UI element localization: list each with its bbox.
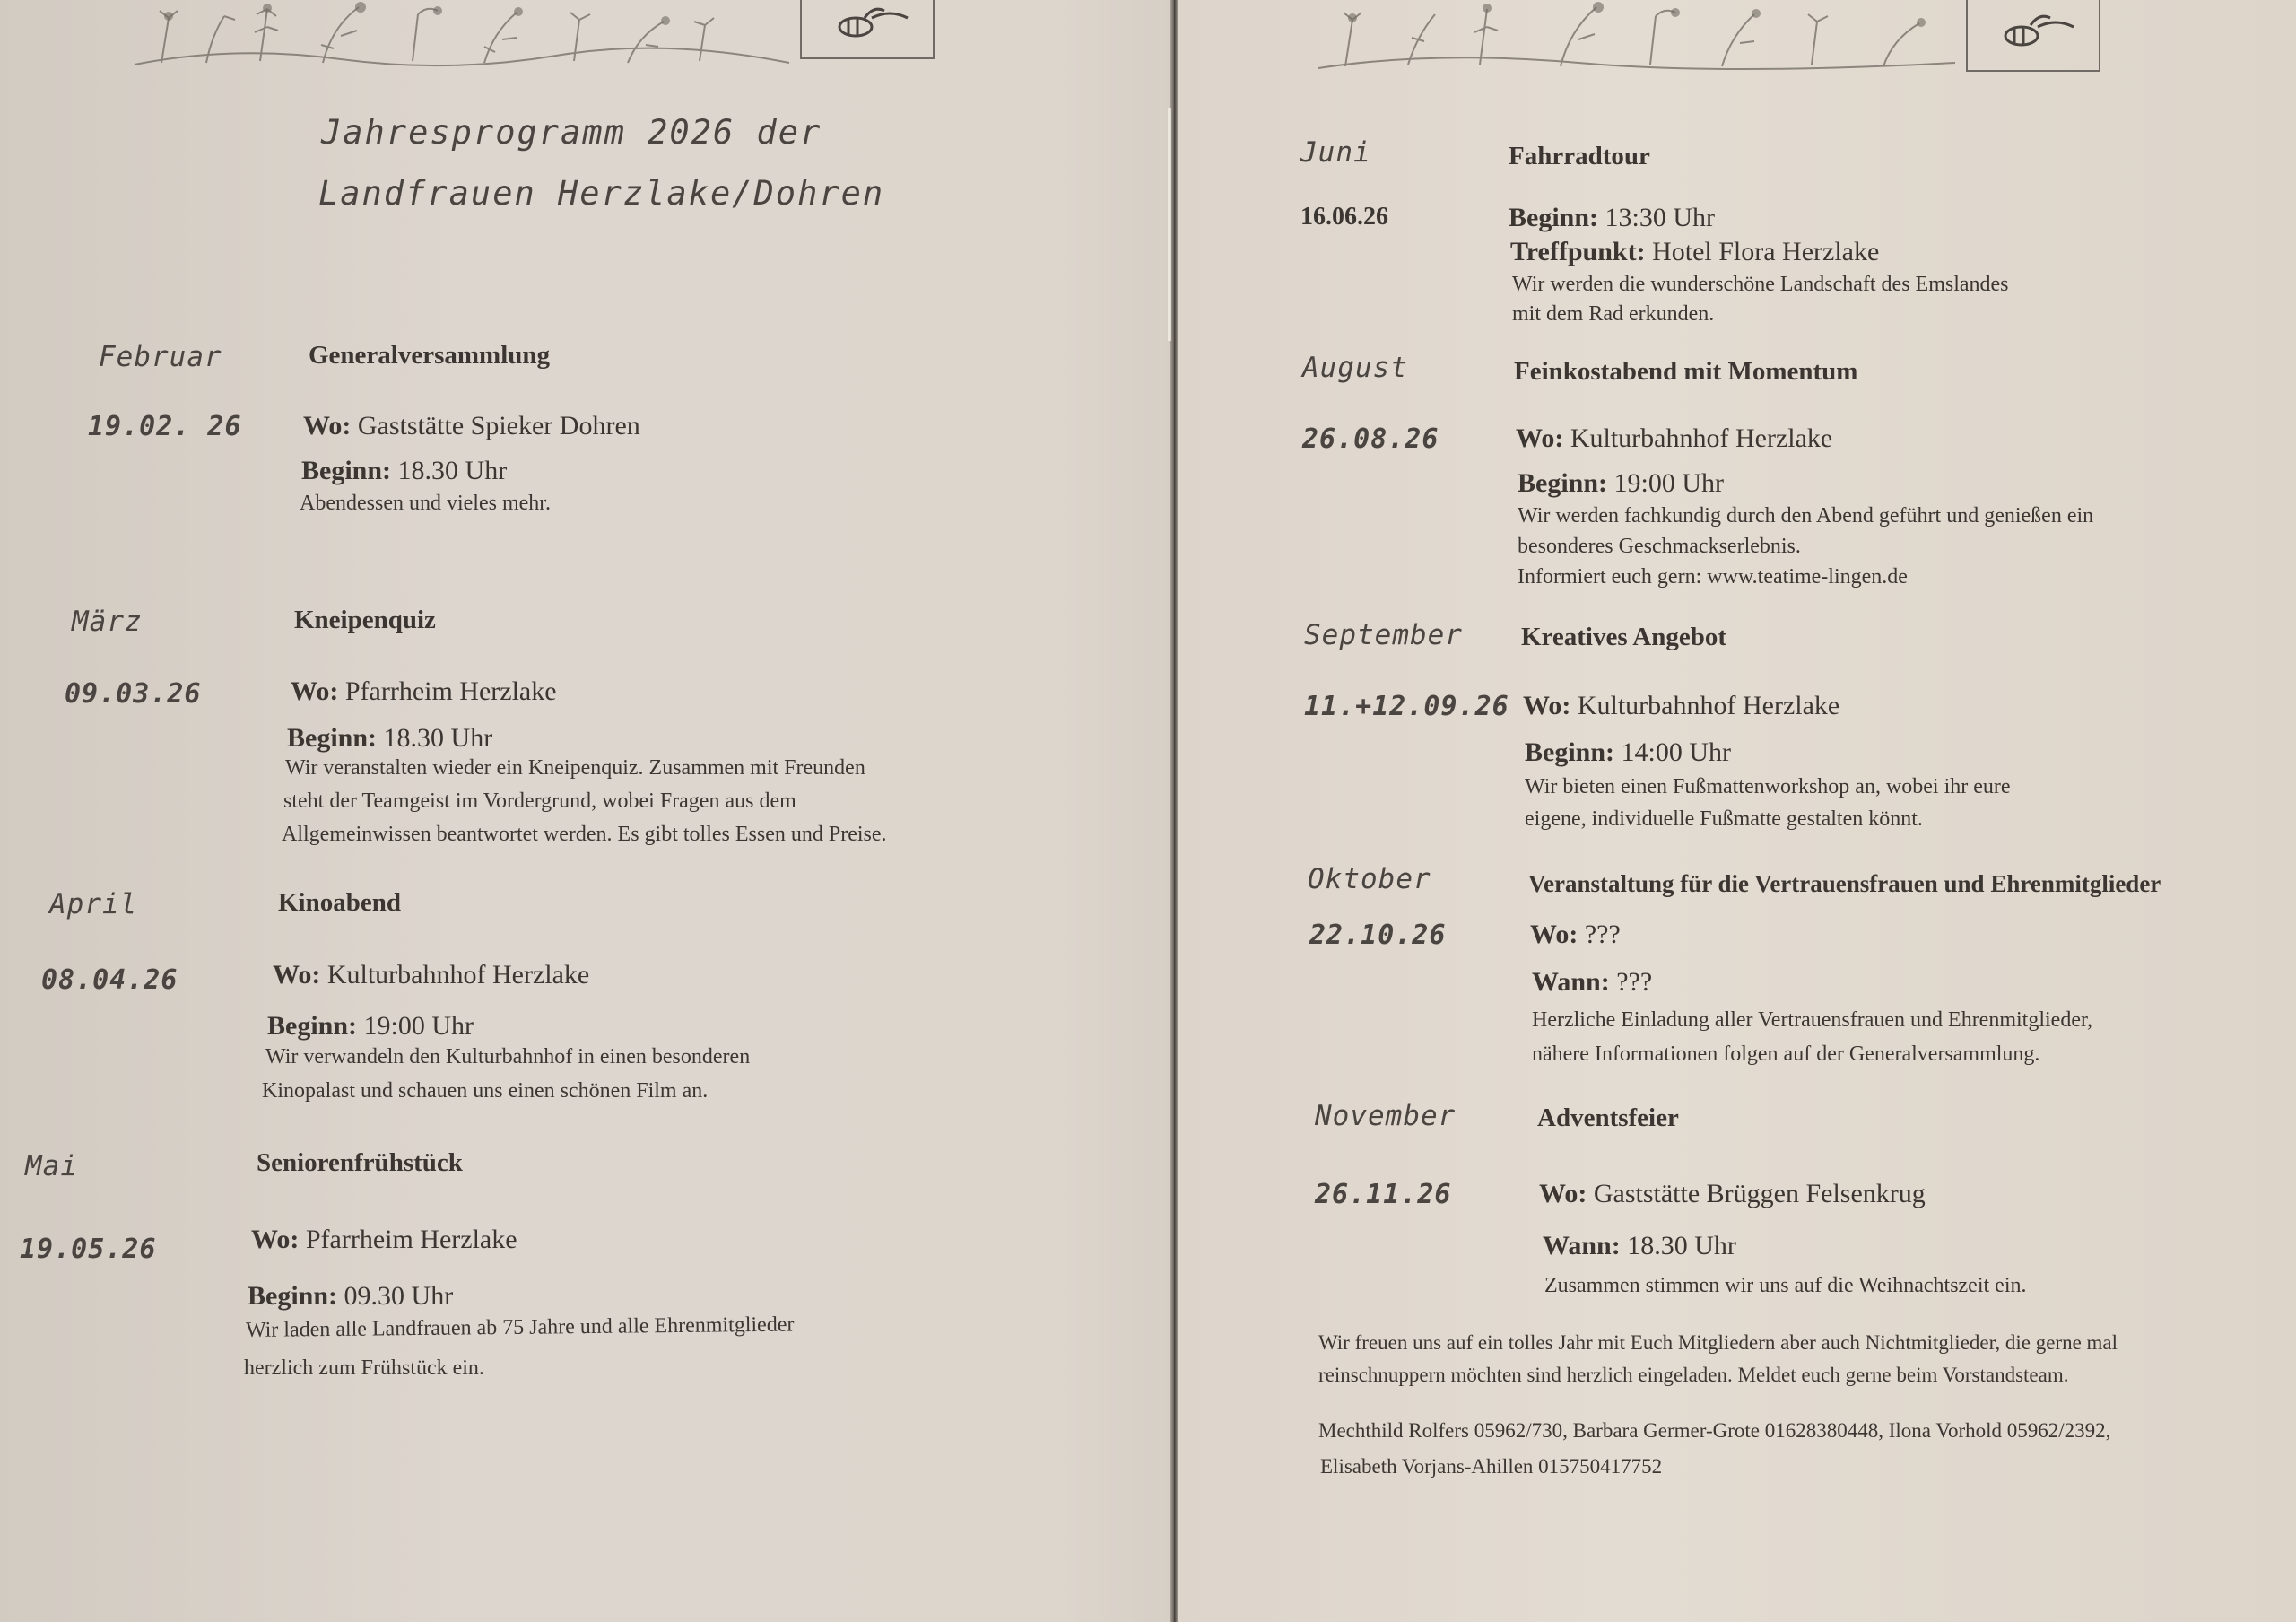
event-date: 22.10.26 (1309, 920, 1447, 951)
event-location (1539, 1179, 1926, 1209)
location-label: Wo: (1530, 920, 1578, 949)
start-label: Beginn: (301, 456, 392, 485)
location-value: Gaststätte Spieker Dohren (351, 411, 640, 440)
event-location (291, 676, 557, 707)
month-label: Oktober (1308, 863, 1431, 895)
event-start (287, 723, 492, 754)
program-title-line1: Jahresprogramm 2026 der (321, 113, 822, 152)
bee-logo-right (1966, 0, 2100, 72)
month-label: April (49, 888, 138, 920)
event-note: eigene, individuelle Fußmatte gestalten könnt. (1525, 807, 1923, 831)
event-date: 09.03.26 (65, 678, 202, 710)
event-note: herzlich zum Frühstück ein. (244, 1356, 484, 1380)
event-note: Wir veranstalten wieder ein Kneipenquiz. Zusammen mit Freunden (285, 756, 865, 780)
program-title-line2: Landfrauen Herzlake/Dohren (318, 174, 885, 213)
event-note: Wir werden die wunderschöne Landschaft des Emslandes (1512, 273, 2009, 296)
location-value: Kulturbahnhof Herzlake (320, 960, 590, 990)
event-note: Allgemeinwissen beantwortet werden. Es gibt tolles Essen und Preise. (282, 823, 887, 846)
bee-logo-left (800, 0, 935, 59)
location-label: Wo: (1539, 1179, 1587, 1208)
contact-line: Mechthild Rolfers 05962/730, Barbara Germer-Grote 01628380448, Ilona Vorhold 05962/2392, (1318, 1419, 2111, 1442)
month-label: Mai (25, 1150, 78, 1182)
start-label: Beginn: (1518, 468, 1608, 498)
event-date: 16.06.26 (1300, 203, 1388, 231)
event-date: 19.02. 26 (88, 411, 242, 442)
event-title: Fahrradtour (1509, 142, 1650, 170)
event-title: Kreatives Angebot (1521, 623, 1727, 651)
event-note: Zusammen stimmen wir uns auf die Weihnachtszeit ein. (1544, 1274, 2027, 1297)
event-start (248, 1281, 453, 1312)
event-note: Wir werden fachkundig durch den Abend geführt und genießen ein (1518, 504, 2094, 528)
location-label: Wo: (1523, 691, 1571, 720)
event-note: Herzliche Einladung aller Vertrauensfrauen und Ehrenmitglieder, (1532, 1008, 2093, 1032)
event-location (1516, 423, 1832, 454)
event-date: 26.11.26 (1315, 1179, 1452, 1210)
location-label: Wo: (273, 960, 321, 990)
start-label: Beginn: (287, 723, 378, 753)
location-value: Pfarrheim Herzlake (299, 1225, 517, 1254)
event-title: Feinkostabend mit Momentum (1514, 357, 1858, 386)
gutter-highlight (1168, 108, 1171, 341)
event-note: Wir laden alle Landfrauen ab 75 Jahre und alle Ehrenmitglieder (245, 1312, 795, 1342)
start-label: Beginn: (1509, 203, 1599, 232)
start-value: 13:30 Uhr (1598, 203, 1716, 232)
bee-icon (1968, 0, 2099, 70)
event-time (1532, 967, 1652, 998)
location-value: Kulturbahnhof Herzlake (1563, 423, 1833, 453)
location-value: ??? (1578, 920, 1621, 949)
event-meeting-point (1510, 237, 1879, 267)
event-time (1543, 1231, 1736, 1261)
time-value: ??? (1609, 967, 1653, 997)
event-start (1509, 203, 1715, 233)
start-value: 18.30 Uhr (391, 456, 508, 485)
month-label: März (72, 606, 143, 638)
time-value: 18.30 Uhr (1620, 1231, 1736, 1260)
event-note: Wir verwandeln den Kulturbahnhof in einen besonderen (265, 1045, 751, 1068)
event-note: nähere Informationen folgen auf der Generalversammlung. (1532, 1042, 2040, 1066)
event-title: Kneipenquiz (294, 606, 436, 634)
month-label: August (1302, 352, 1408, 384)
start-label: Beginn: (267, 1011, 358, 1041)
month-label: September (1304, 619, 1463, 651)
meadow-illustration-left (126, 0, 807, 70)
location-value: Gaststätte Brüggen Felsenkrug (1587, 1179, 1926, 1208)
event-location (1530, 920, 1621, 950)
event-title: Veranstaltung für die Vertrauensfrauen und Ehrenmitglieder (1528, 870, 2161, 897)
event-note: Abendessen und vieles mehr. (300, 492, 551, 515)
event-title: Kinoabend (278, 888, 401, 917)
start-value: 09.30 Uhr (337, 1281, 454, 1311)
location-label: Wo: (303, 411, 352, 440)
event-start (301, 456, 507, 486)
location-value: Kulturbahnhof Herzlake (1570, 691, 1840, 720)
meeting-point-value: Hotel Flora Herzlake (1645, 237, 1880, 266)
event-date: 19.05.26 (20, 1234, 157, 1265)
location-value: Pfarrheim Herzlake (338, 676, 557, 706)
start-value: 18.30 Uhr (377, 723, 493, 753)
event-location (273, 960, 589, 990)
invitation-line: reinschnuppern möchten sind herzlich eingeladen. Meldet euch gerne beim Vorstandsteam. (1318, 1364, 2069, 1386)
meeting-point-label: Treffpunkt: (1510, 237, 1646, 266)
month-label: Juni (1300, 136, 1371, 169)
start-value: 14:00 Uhr (1614, 737, 1732, 767)
month-label: Februar (99, 341, 222, 373)
start-label: Beginn: (248, 1281, 338, 1311)
event-note: Kinopalast und schauen uns einen schönen Film an. (262, 1079, 709, 1103)
bee-icon (802, 0, 933, 57)
event-note: steht der Teamgeist im Vordergrund, wobei Fragen aus dem (283, 789, 796, 813)
time-label: Wann: (1532, 967, 1610, 997)
event-start (267, 1011, 474, 1042)
month-label: November (1315, 1100, 1457, 1132)
location-label: Wo: (291, 676, 339, 706)
event-title: Seniorenfrühstück (257, 1148, 463, 1177)
event-location (1523, 691, 1839, 721)
event-date: 08.04.26 (41, 964, 178, 996)
event-note: besonderes Geschmackserlebnis. (1518, 535, 1801, 558)
location-label: Wo: (1516, 423, 1564, 453)
start-label: Beginn: (1525, 737, 1615, 767)
event-date: 26.08.26 (1302, 423, 1439, 455)
meadow-illustration-right (1309, 0, 1955, 72)
location-label: Wo: (251, 1225, 300, 1254)
event-note: Wir bieten einen Fußmattenworkshop an, wobei ihr eure (1525, 775, 2011, 798)
event-location (251, 1225, 517, 1255)
time-label: Wann: (1543, 1231, 1621, 1260)
event-start (1525, 737, 1731, 768)
event-title: Adventsfeier (1537, 1103, 1679, 1132)
contact-line: Elisabeth Vorjans-Ahillen 015750417752 (1320, 1455, 1663, 1478)
event-start (1518, 468, 1724, 499)
event-note: mit dem Rad erkunden. (1512, 302, 1715, 326)
start-value: 19:00 Uhr (1607, 468, 1725, 498)
start-value: 19:00 Uhr (357, 1011, 474, 1041)
event-location (303, 411, 640, 441)
invitation-line: Wir freuen uns auf ein tolles Jahr mit Euch Mitgliedern aber auch Nichtmitglieder, die gerne mal (1318, 1331, 2118, 1354)
event-title: Generalversammlung (309, 341, 551, 370)
event-note-link: Informiert euch gern: www.teatime-lingen.de (1518, 565, 1908, 589)
event-date: 11.+12.09.26 (1304, 691, 1509, 722)
